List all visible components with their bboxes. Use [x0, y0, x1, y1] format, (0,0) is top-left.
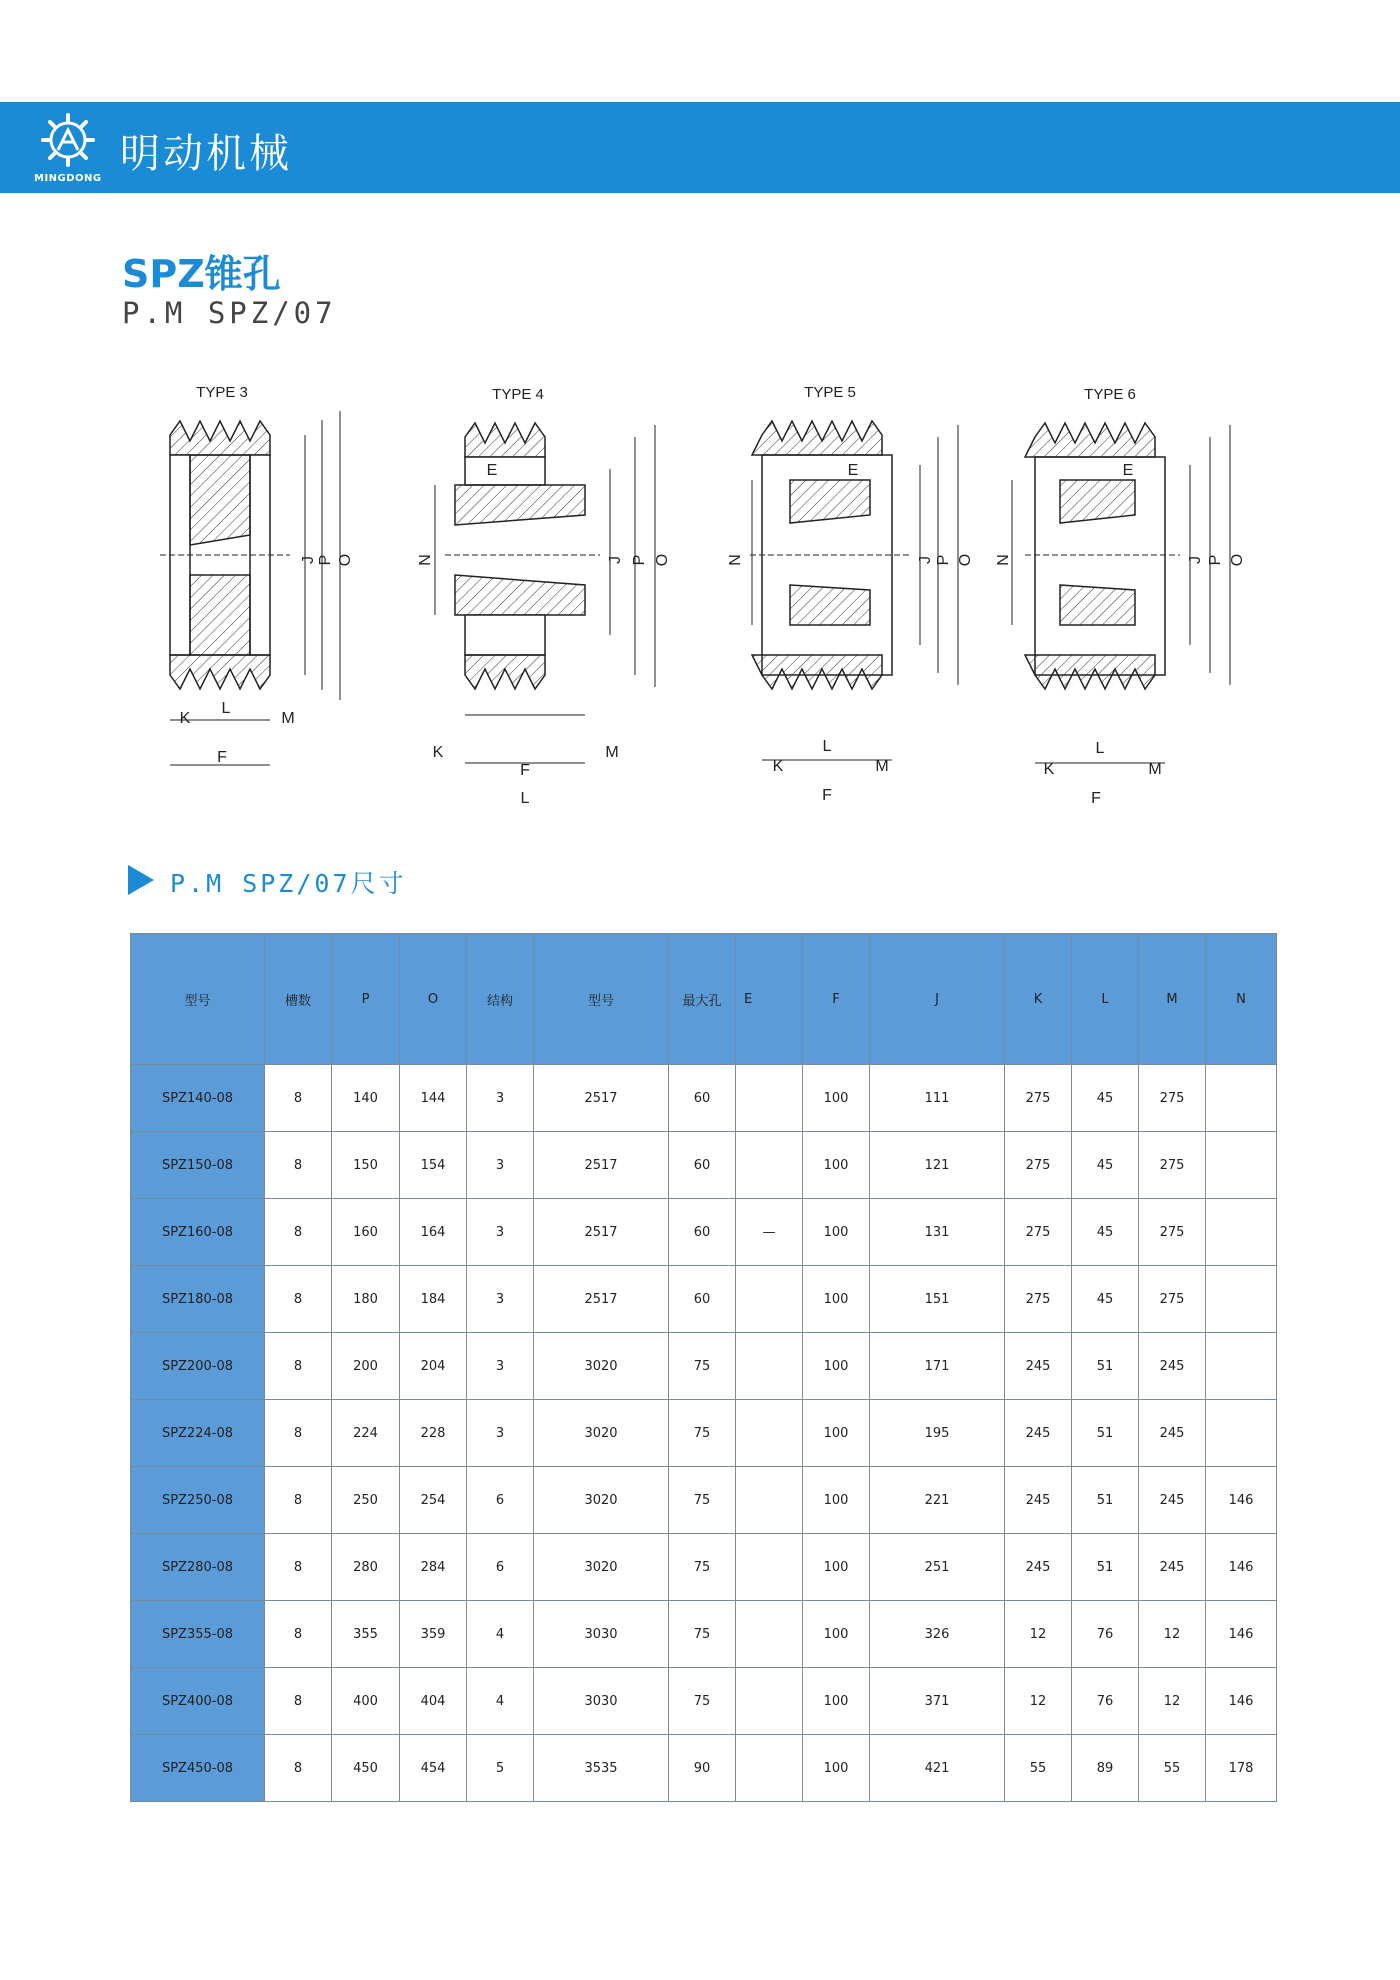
- cell-bush-model: 3020: [534, 1467, 669, 1534]
- cell-p: 250: [332, 1467, 400, 1534]
- cell-grooves: 8: [265, 1467, 332, 1534]
- cell-bush-model: 2517: [534, 1199, 669, 1266]
- cell-k: 275: [1005, 1266, 1072, 1333]
- cell-e: [736, 1668, 803, 1735]
- cell-f: 100: [803, 1735, 870, 1802]
- cell-structure: 3: [467, 1400, 534, 1467]
- cell-p: 400: [332, 1668, 400, 1735]
- dim-e: E: [486, 462, 498, 479]
- cell-l: 76: [1072, 1668, 1139, 1735]
- cell-n: [1206, 1199, 1277, 1266]
- cell-structure: 3: [467, 1065, 534, 1132]
- cell-j: 171: [870, 1333, 1005, 1400]
- cell-f: 100: [803, 1132, 870, 1199]
- dim-e: E: [1122, 462, 1134, 479]
- cell-max-bore: 75: [669, 1534, 736, 1601]
- table-row: [131, 1534, 1277, 1601]
- cell-l: 45: [1072, 1199, 1139, 1266]
- cell-model: SPZ450-08: [131, 1735, 265, 1802]
- cell-n: [1206, 1065, 1277, 1132]
- cell-max-bore: 60: [669, 1266, 736, 1333]
- cell-max-bore: 75: [669, 1333, 736, 1400]
- dim-n: N: [417, 554, 434, 566]
- cell-p: 280: [332, 1534, 400, 1601]
- table-row: [131, 1400, 1277, 1467]
- cell-model: SPZ140-08: [131, 1065, 265, 1132]
- cell-n: [1206, 1266, 1277, 1333]
- cell-e: [736, 1266, 803, 1333]
- col-header-l: L: [1072, 934, 1139, 1065]
- mingdong-logo-icon: [38, 112, 98, 170]
- cell-f: 100: [803, 1601, 870, 1668]
- cell-f: 100: [803, 1668, 870, 1735]
- dim-k: K: [179, 710, 191, 727]
- cell-k: 245: [1005, 1534, 1072, 1601]
- dim-o: O: [654, 553, 671, 567]
- col-header-n: N: [1206, 934, 1277, 1065]
- dim-f: F: [217, 749, 227, 766]
- cell-max-bore: 75: [669, 1400, 736, 1467]
- spec-table: [130, 933, 1277, 1802]
- cell-m: 245: [1139, 1534, 1206, 1601]
- cell-o: 144: [400, 1065, 467, 1132]
- dim-f: F: [822, 787, 832, 804]
- cell-f: 100: [803, 1065, 870, 1132]
- cell-j: 326: [870, 1601, 1005, 1668]
- cell-k: 55: [1005, 1735, 1072, 1802]
- cell-k: 275: [1005, 1199, 1072, 1266]
- dim-l: L: [520, 790, 530, 807]
- cell-p: 160: [332, 1199, 400, 1266]
- cell-structure: 3: [467, 1132, 534, 1199]
- table-row: [131, 1065, 1277, 1132]
- cell-o: 359: [400, 1601, 467, 1668]
- cell-l: 51: [1072, 1333, 1139, 1400]
- col-header-k: K: [1005, 934, 1072, 1065]
- cell-grooves: 8: [265, 1266, 332, 1333]
- cell-l: 51: [1072, 1467, 1139, 1534]
- dim-f: F: [520, 762, 530, 779]
- cell-k: 275: [1005, 1065, 1072, 1132]
- cell-m: 12: [1139, 1668, 1206, 1735]
- cell-j: 371: [870, 1668, 1005, 1735]
- cell-model: SPZ200-08: [131, 1333, 265, 1400]
- cell-e: [736, 1065, 803, 1132]
- cell-p: 224: [332, 1400, 400, 1467]
- cell-n: [1206, 1132, 1277, 1199]
- cell-f: 100: [803, 1199, 870, 1266]
- dim-j: J: [917, 556, 934, 564]
- cell-structure: 3: [467, 1199, 534, 1266]
- dim-p: P: [317, 554, 334, 566]
- cell-e: [736, 1601, 803, 1668]
- cell-l: 45: [1072, 1132, 1139, 1199]
- cell-j: 111: [870, 1065, 1005, 1132]
- cell-grooves: 8: [265, 1534, 332, 1601]
- cell-f: 100: [803, 1266, 870, 1333]
- col-header-grooves: 槽数: [265, 934, 332, 1065]
- cell-j: 221: [870, 1467, 1005, 1534]
- dim-j: J: [607, 556, 624, 564]
- dim-n: N: [995, 554, 1012, 566]
- cell-p: 150: [332, 1132, 400, 1199]
- cell-model: SPZ250-08: [131, 1467, 265, 1534]
- diagram-type-5: [727, 384, 974, 804]
- cell-j: 251: [870, 1534, 1005, 1601]
- cell-structure: 6: [467, 1534, 534, 1601]
- cell-k: 245: [1005, 1400, 1072, 1467]
- cell-bush-model: 3030: [534, 1601, 669, 1668]
- cell-l: 76: [1072, 1601, 1139, 1668]
- cell-model: SPZ400-08: [131, 1668, 265, 1735]
- cell-m: 55: [1139, 1735, 1206, 1802]
- cell-o: 404: [400, 1668, 467, 1735]
- cell-model: SPZ180-08: [131, 1266, 265, 1333]
- col-header-j: J: [870, 934, 1005, 1065]
- cell-grooves: 8: [265, 1199, 332, 1266]
- cell-o: 284: [400, 1534, 467, 1601]
- dim-l: L: [822, 738, 832, 755]
- diagram-type-4: [417, 386, 671, 807]
- dim-e: E: [847, 462, 859, 479]
- cell-o: 454: [400, 1735, 467, 1802]
- cell-e: [736, 1534, 803, 1601]
- cell-l: 51: [1072, 1534, 1139, 1601]
- dim-k: K: [772, 758, 784, 775]
- dim-k: K: [1043, 761, 1055, 778]
- table-row: [131, 1467, 1277, 1534]
- table-row: [131, 1266, 1277, 1333]
- cell-structure: 3: [467, 1266, 534, 1333]
- logo-wordmark: MINGDONG: [34, 173, 102, 184]
- cell-model: SPZ280-08: [131, 1534, 265, 1601]
- cell-n: 146: [1206, 1467, 1277, 1534]
- cell-j: 121: [870, 1132, 1005, 1199]
- dim-o: O: [1229, 553, 1246, 567]
- dim-m: M: [875, 758, 889, 775]
- pulley-diagrams: [130, 375, 1280, 815]
- cell-m: 275: [1139, 1266, 1206, 1333]
- dim-p: P: [935, 554, 952, 566]
- cell-p: 200: [332, 1333, 400, 1400]
- dim-k: K: [432, 744, 444, 761]
- cell-j: 195: [870, 1400, 1005, 1467]
- cell-grooves: 8: [265, 1735, 332, 1802]
- dim-l: L: [221, 700, 231, 717]
- diagram-type-6: [995, 386, 1246, 807]
- dim-f: F: [1091, 790, 1101, 807]
- cell-grooves: 8: [265, 1065, 332, 1132]
- cell-p: 180: [332, 1266, 400, 1333]
- cell-structure: 6: [467, 1467, 534, 1534]
- cell-m: 245: [1139, 1467, 1206, 1534]
- col-header-model: 型号: [131, 934, 265, 1065]
- table-row: [131, 1333, 1277, 1400]
- spec-table-body: [131, 1065, 1277, 1802]
- cell-bush-model: 3030: [534, 1668, 669, 1735]
- type-5-label: TYPE 5: [804, 384, 856, 401]
- dim-p: P: [1207, 554, 1224, 566]
- cell-grooves: 8: [265, 1601, 332, 1668]
- cell-k: 245: [1005, 1467, 1072, 1534]
- cell-model: SPZ150-08: [131, 1132, 265, 1199]
- cell-n: 146: [1206, 1601, 1277, 1668]
- cell-f: 100: [803, 1400, 870, 1467]
- cell-m: 275: [1139, 1199, 1206, 1266]
- cell-f: 100: [803, 1534, 870, 1601]
- cell-n: [1206, 1333, 1277, 1400]
- table-row: [131, 1199, 1277, 1266]
- cell-max-bore: 60: [669, 1065, 736, 1132]
- cell-e: [736, 1333, 803, 1400]
- diagram-type-3: [160, 384, 354, 766]
- dim-m: M: [1148, 761, 1162, 778]
- col-header-e: E: [736, 934, 803, 1065]
- cell-p: 450: [332, 1735, 400, 1802]
- cell-k: 12: [1005, 1601, 1072, 1668]
- cell-m: 12: [1139, 1601, 1206, 1668]
- cell-j: 421: [870, 1735, 1005, 1802]
- dim-l: L: [1095, 740, 1105, 757]
- cell-bush-model: 3535: [534, 1735, 669, 1802]
- cell-model: SPZ355-08: [131, 1601, 265, 1668]
- col-header-m: M: [1139, 934, 1206, 1065]
- table-row: [131, 1132, 1277, 1199]
- col-header-max-bore: 最大孔: [669, 934, 736, 1065]
- col-header-structure: 结构: [467, 934, 534, 1065]
- brand-name: 明动机械: [120, 131, 292, 177]
- cell-p: 355: [332, 1601, 400, 1668]
- cell-bush-model: 3020: [534, 1333, 669, 1400]
- cell-max-bore: 60: [669, 1199, 736, 1266]
- cell-l: 45: [1072, 1266, 1139, 1333]
- cell-n: 146: [1206, 1668, 1277, 1735]
- col-header-o: O: [400, 934, 467, 1065]
- cell-max-bore: 75: [669, 1668, 736, 1735]
- col-header-f: F: [803, 934, 870, 1065]
- cell-f: 100: [803, 1467, 870, 1534]
- cell-e: —: [736, 1199, 803, 1266]
- cell-l: 51: [1072, 1400, 1139, 1467]
- type-3-label: TYPE 3: [196, 384, 248, 401]
- dim-o: O: [957, 553, 974, 567]
- dim-n: N: [727, 554, 744, 566]
- cell-f: 100: [803, 1333, 870, 1400]
- cell-max-bore: 60: [669, 1132, 736, 1199]
- cell-o: 184: [400, 1266, 467, 1333]
- type-4-label: TYPE 4: [492, 386, 544, 403]
- cell-bush-model: 2517: [534, 1266, 669, 1333]
- cell-l: 45: [1072, 1065, 1139, 1132]
- dim-o: O: [337, 553, 354, 567]
- cell-m: 245: [1139, 1400, 1206, 1467]
- cell-k: 245: [1005, 1333, 1072, 1400]
- cell-l: 89: [1072, 1735, 1139, 1802]
- cell-o: 164: [400, 1199, 467, 1266]
- cell-structure: 3: [467, 1333, 534, 1400]
- table-row: [131, 1601, 1277, 1668]
- cell-m: 275: [1139, 1132, 1206, 1199]
- cell-o: 204: [400, 1333, 467, 1400]
- cell-p: 140: [332, 1065, 400, 1132]
- cell-k: 275: [1005, 1132, 1072, 1199]
- play-triangle-icon: [128, 865, 154, 895]
- cell-n: [1206, 1400, 1277, 1467]
- cell-n: 178: [1206, 1735, 1277, 1802]
- cell-k: 12: [1005, 1668, 1072, 1735]
- cell-grooves: 8: [265, 1333, 332, 1400]
- cell-e: [736, 1735, 803, 1802]
- type-6-label: TYPE 6: [1084, 386, 1136, 403]
- cell-grooves: 8: [265, 1400, 332, 1467]
- page-subtitle: P.M SPZ/07: [122, 296, 337, 330]
- cell-grooves: 8: [265, 1668, 332, 1735]
- cell-structure: 4: [467, 1601, 534, 1668]
- cell-grooves: 8: [265, 1132, 332, 1199]
- dim-m: M: [605, 744, 619, 761]
- dim-p: P: [631, 554, 648, 566]
- cell-m: 245: [1139, 1333, 1206, 1400]
- dim-j: J: [300, 556, 317, 564]
- cell-bush-model: 3020: [534, 1400, 669, 1467]
- cell-max-bore: 75: [669, 1467, 736, 1534]
- table-row: [131, 1735, 1277, 1802]
- table-header-row: [131, 934, 1277, 1065]
- cell-bush-model: 3020: [534, 1534, 669, 1601]
- cell-n: 146: [1206, 1534, 1277, 1601]
- page-header-bar: [0, 102, 1400, 193]
- col-header-p: P: [332, 934, 400, 1065]
- cell-j: 151: [870, 1266, 1005, 1333]
- cell-bush-model: 2517: [534, 1132, 669, 1199]
- col-header-bush-model: 型号: [534, 934, 669, 1065]
- dim-m: M: [281, 710, 295, 727]
- cell-max-bore: 75: [669, 1601, 736, 1668]
- page-title: SPZ锥孔: [122, 252, 281, 296]
- cell-j: 131: [870, 1199, 1005, 1266]
- cell-model: SPZ224-08: [131, 1400, 265, 1467]
- cell-m: 275: [1139, 1065, 1206, 1132]
- cell-structure: 5: [467, 1735, 534, 1802]
- cell-max-bore: 90: [669, 1735, 736, 1802]
- cell-e: [736, 1132, 803, 1199]
- cell-o: 254: [400, 1467, 467, 1534]
- dim-j: J: [1187, 556, 1204, 564]
- cell-e: [736, 1467, 803, 1534]
- section-heading-text: P.M SPZ/07尺寸: [170, 869, 407, 898]
- table-row: [131, 1668, 1277, 1735]
- cell-e: [736, 1400, 803, 1467]
- cell-o: 154: [400, 1132, 467, 1199]
- cell-bush-model: 2517: [534, 1065, 669, 1132]
- cell-model: SPZ160-08: [131, 1199, 265, 1266]
- cell-structure: 4: [467, 1668, 534, 1735]
- cell-o: 228: [400, 1400, 467, 1467]
